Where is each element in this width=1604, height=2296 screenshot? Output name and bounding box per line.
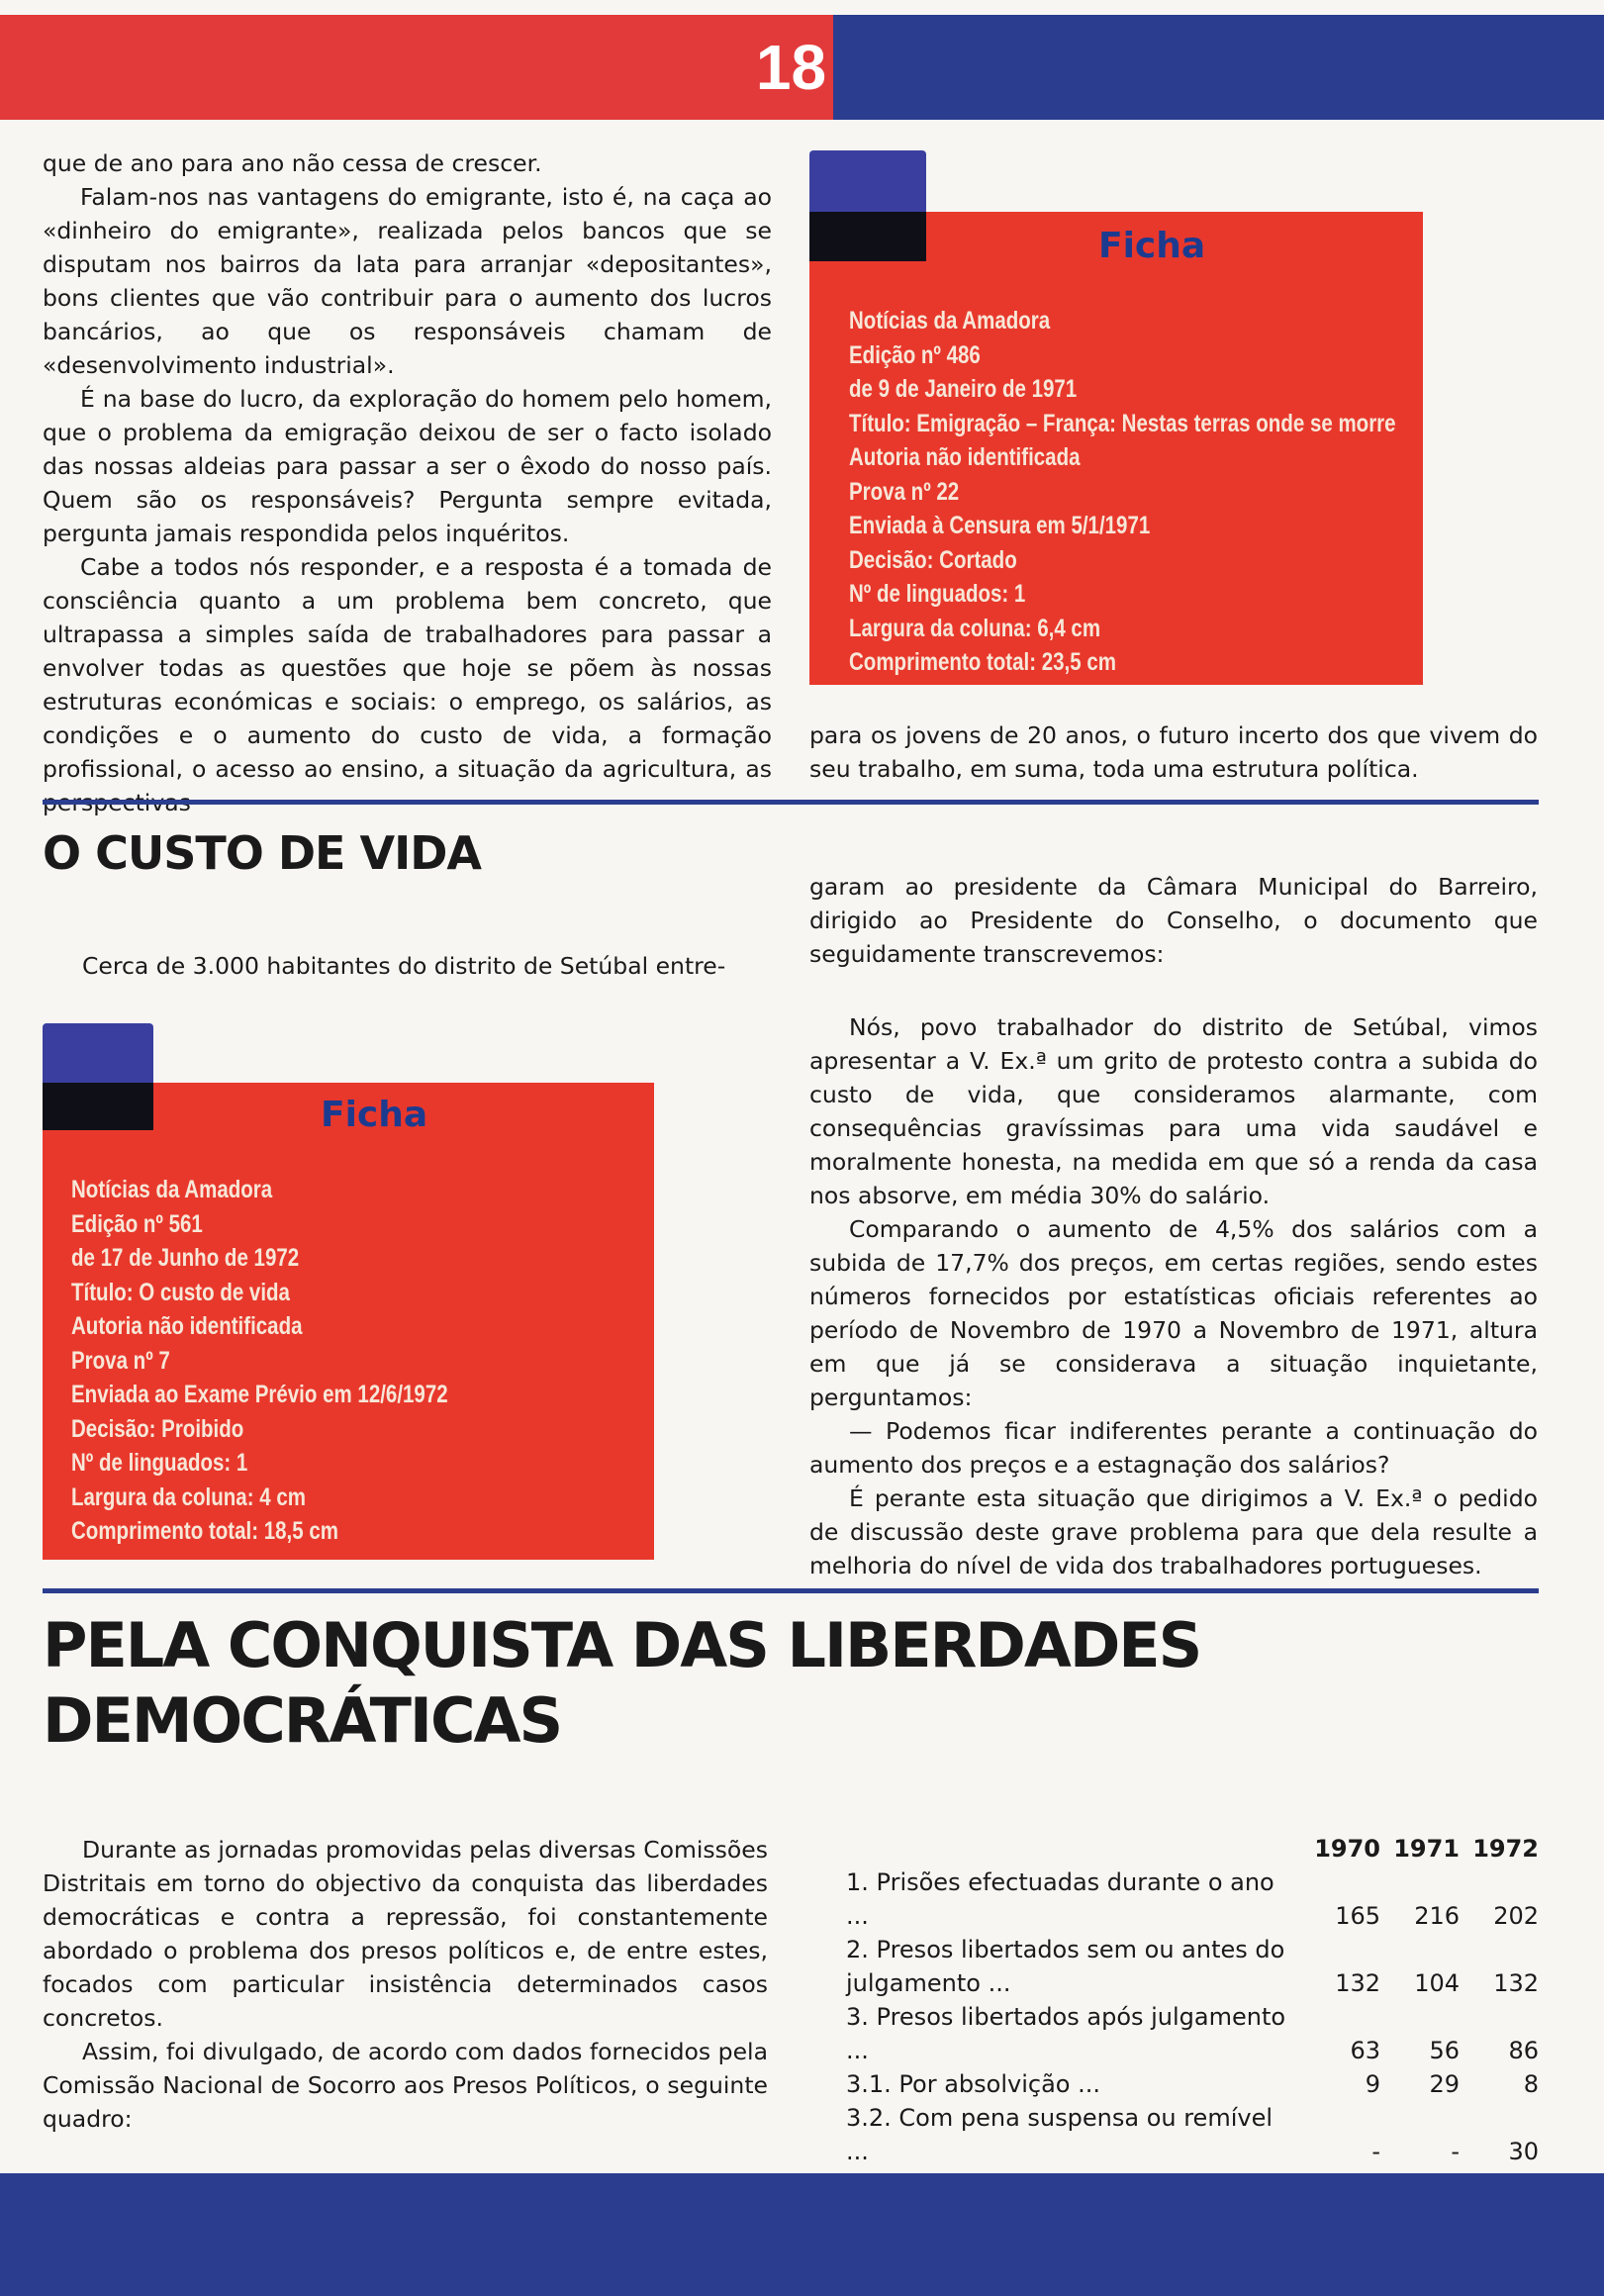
ficha-line: Título: Emigração – França: Nestas terras onde se morre: [849, 409, 1396, 437]
paragraph: — Podemos ficar indiferentes perante a continuação do aumento dos preços e a estagnação dos salários?: [809, 1417, 1538, 1479]
top-left-column: [43, 146, 772, 819]
ficha-line: Comprimento total: 18,5 cm: [71, 1517, 338, 1545]
header-blue-bar: [833, 15, 1604, 120]
paragraph: Falam-nos nas vantagens do emigrante, isto é, na caça ao «dinheiro do emigrante», realizada pelos bancos que se disputam nos bairros da lata para arranjar «depositantes», bons clientes que vão contribuir para o aumento dos lucros bancários, ao que os responsáveis chamam de «desenvolvimento industrial».: [43, 183, 772, 379]
paragraph: Durante as jornadas promovidas pelas diversas Comissões Distritais em torno do objectivo da conquista das liberdades democráticas e contra a repressão, foi constantemente abordado o problema dos presos políticos e, de entre estes, focados com particular insistência determinados casos concretos.: [43, 1836, 768, 2032]
table-header-row: [846, 1832, 1539, 1866]
ficha-line: Comprimento total: 23,5 cm: [849, 648, 1116, 676]
ficha-tab-black: [43, 1083, 153, 1130]
row-label: julgamento ...: [846, 1969, 1011, 1997]
section-heading: O CUSTO DE VIDA: [43, 826, 481, 880]
table-row: [846, 1866, 1539, 1933]
section-divider: [43, 1588, 1539, 1593]
header-red-bar: [0, 15, 833, 120]
heading-line: PELA CONQUISTA DAS LIBERDADES: [43, 1609, 1201, 1681]
paragraph: Cerca de 3.000 habitantes do distrito de Setúbal entre-: [82, 952, 726, 980]
table-cell: [1380, 1933, 1460, 1966]
page-number: 18: [755, 32, 827, 103]
ficha-line: Notícias da Amadora: [849, 307, 1051, 335]
custo-intro: [43, 949, 772, 983]
ficha-line: Decisão: Cortado: [849, 545, 1017, 574]
ficha-line: de 17 de Junho de 1972: [71, 1244, 300, 1272]
year-header: 1970: [1314, 1835, 1380, 1863]
table-cell: 216: [1414, 1902, 1460, 1930]
paragraph: que de ano para ano não cessa de crescer.: [43, 149, 542, 177]
row-label: 3. Presos libertados após julgamento ...: [846, 2003, 1286, 2064]
ficha-details: [849, 304, 1396, 680]
ficha-line: Largura da coluna: 4 cm: [71, 1483, 306, 1511]
table-cell: [1301, 1933, 1380, 1966]
table-cell: 104: [1414, 1969, 1460, 1997]
table-cell: 132: [1493, 1969, 1539, 1997]
table-cell: 9: [1365, 2070, 1380, 2098]
ficha-tab-blue: [809, 150, 926, 214]
table-cell: [1460, 1933, 1539, 1966]
table-row: [846, 2067, 1539, 2101]
ficha-line: Notícias da Amadora: [71, 1176, 273, 1203]
table-cell: -: [1371, 2138, 1380, 2165]
paragraph: É perante esta situação que dirigimos a V. Ex.ª o pedido de discussão deste grave problema para que dela resulte a melhoria do nível de vida dos trabalhadores portugueses.: [809, 1484, 1538, 1579]
table-cell: 29: [1429, 2070, 1460, 2098]
row-label: 3.1. Por absolvição ...: [846, 2070, 1100, 2098]
table-cell: 86: [1508, 2037, 1539, 2064]
ficha-details: [71, 1173, 448, 1549]
table-row: [846, 1966, 1539, 2000]
table-cell: 30: [1508, 2138, 1539, 2165]
table-row: [846, 2101, 1539, 2168]
ficha-line: Largura da coluna: 6,4 cm: [849, 614, 1101, 642]
table-cell: 63: [1350, 2037, 1380, 2064]
row-label: 1. Prisões efectuadas durante o ano ...: [846, 1868, 1274, 1930]
ficha-line: de 9 de Janeiro de 1971: [849, 375, 1078, 403]
table-cell: 165: [1335, 1902, 1380, 1930]
ficha-line: Prova nº 7: [71, 1346, 170, 1375]
section-heading: [43, 1608, 1527, 1759]
section-divider: [43, 800, 1539, 805]
paragraph: É na base do lucro, da exploração do homem pelo homem, que o problema da emigração deixou de ser o facto isolado das nossas aldeias para passar a ser o êxodo do nosso país. Quem são os responsáveis? Pergunta sempre evitada, pergunta jamais respondida pelos inquéritos.: [43, 385, 772, 547]
footer-blue-bar: [0, 2173, 1604, 2296]
heading-line: DEMOCRÁTICAS: [43, 1684, 562, 1757]
ficha-line: Edição nº 486: [849, 340, 981, 369]
paragraph: Assim, foi divulgado, de acordo com dados fornecidos pela Comissão Nacional de Socorro aos Presos Políticos, o seguinte quadro:: [43, 2038, 768, 2133]
ficha-tab-black-overlay: [809, 212, 926, 261]
ficha-line: Autoria não identificada: [849, 443, 1081, 471]
paragraph: Nós, povo trabalhador do distrito de Setúbal, vimos apresentar a V. Ex.ª um grito de protesto contra a subida do custo de vida, que consideramos alarmante, com consequências gravíssimas para uma vida saudável e moralmente honesta, na medida em que só a renda da casa nos absorve, em média 30% do salário.: [809, 1013, 1538, 1209]
table-cell: 132: [1335, 1969, 1380, 1997]
ficha-line: Decisão: Proibido: [71, 1414, 244, 1443]
paragraph: garam ao presidente da Câmara Municipal do Barreiro, dirigido ao Presidente do Conselho, o documento que seguidamente transcrevemos:: [809, 873, 1538, 968]
row-label: 3.2. Com pena suspensa ou remível ...: [846, 2104, 1274, 2165]
liberdades-left-column: [43, 1833, 768, 2136]
table-row: [846, 2000, 1539, 2067]
ficha-line: Edição nº 561: [71, 1209, 203, 1238]
ficha-title: Ficha: [1098, 226, 1206, 266]
paragraph: Comparando o aumento de 4,5% dos salários com a subida de 17,7% dos preços, em certas regiões, sendo estes números fornecidos por estatísticas oficiais referentes ao período de Novembro de 1970 a Novembro de 1971, altura em que já se considerava a situação inquietante, perguntamos:: [809, 1215, 1538, 1411]
ficha-line: Enviada ao Exame Prévio em 12/6/1972: [71, 1381, 448, 1408]
table-cell: -: [1451, 2138, 1460, 2165]
ficha-line: Autoria não identificada: [71, 1312, 303, 1340]
row-label: 2. Presos libertados sem ou antes do: [846, 1936, 1285, 1963]
top-right-continuation: [809, 718, 1538, 786]
ficha-line: Título: O custo de vida: [71, 1278, 290, 1306]
table-cell: 8: [1523, 2070, 1539, 2098]
ficha-title: Ficha: [321, 1095, 428, 1135]
paragraph: para os jovens de 20 anos, o futuro incerto dos que vivem do seu trabalho, em suma, toda uma estrutura política.: [809, 721, 1538, 783]
ficha-line: Enviada à Censura em 5/1/1971: [849, 512, 1151, 539]
table-row: [846, 1933, 1539, 1966]
year-header: 1972: [1472, 1835, 1539, 1863]
custo-right-column: [809, 870, 1538, 1582]
ficha-tab-blue: [43, 1023, 153, 1085]
ficha-line: Prova nº 22: [849, 477, 960, 506]
paragraph: Cabe a todos nós responder, e a resposta é a tomada de consciência quanto a um problema bem concreto, que ultrapassa a simples saída de trabalhadores para passar a envolver todas as questões que hoje se põem às nossas estruturas económicas e sociais: o emprego, os salários, as condições e o aumento do custo de vida, a formação profissional, o acesso ao ensino, a situação da agricultura, as: [43, 553, 772, 783]
ficha-line: Nº de linguados: 1: [849, 580, 1026, 608]
table-cell: 202: [1493, 1902, 1539, 1930]
table-cell: 56: [1429, 2037, 1460, 2064]
year-header: 1971: [1393, 1835, 1460, 1863]
ficha-line: Nº de linguados: 1: [71, 1449, 248, 1477]
